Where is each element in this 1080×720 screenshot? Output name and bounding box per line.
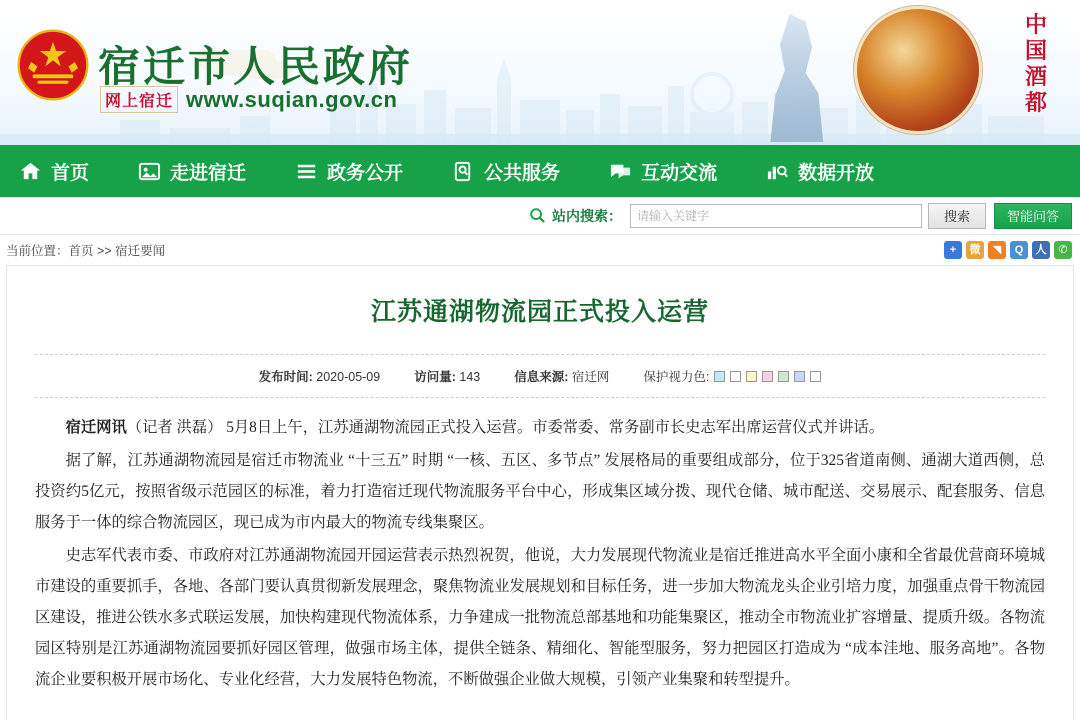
share-renren-icon[interactable]: 人: [1032, 241, 1050, 259]
eye-color-swatch-1[interactable]: [714, 371, 725, 382]
publish-time-value: 2020-05-09: [316, 370, 381, 384]
share-rss-icon[interactable]: ◥: [988, 241, 1006, 259]
share-add-icon[interactable]: +: [944, 241, 962, 259]
view-count-value: 143: [459, 370, 481, 384]
site-banner: [0, 0, 1080, 145]
view-count-label: 访问量:: [414, 370, 456, 384]
nav-item-open-data[interactable]: [765, 158, 874, 185]
share-icon-group: [944, 241, 1072, 259]
share-qzone-icon[interactable]: Q: [1010, 241, 1028, 259]
label-char-2: 国: [1024, 38, 1049, 63]
nav-item-government-disclosure-label: 政务公开: [327, 162, 404, 184]
eye-protection-colors: [643, 367, 821, 385]
article-lead-source: 宿迁网讯: [65, 419, 127, 436]
eye-color-swatch-5[interactable]: [778, 371, 789, 382]
eye-color-swatch-4[interactable]: [762, 371, 773, 382]
wine-vessel-graphic: [854, 6, 982, 134]
site-url: www.suqian.gov.cn: [186, 86, 398, 112]
info-source-label: 信息来源:: [514, 370, 569, 384]
statue-graphic: [756, 14, 836, 142]
nav-item-open-data-label: 数据开放: [798, 162, 875, 184]
info-source-value: 宿迁网: [571, 370, 610, 384]
label-char-1: 中: [1024, 12, 1049, 37]
main-navigation: [0, 145, 1080, 197]
article-title: 江苏通湖物流园正式投入运营: [370, 299, 709, 326]
nav-item-interaction-label: 互动交流: [641, 162, 718, 184]
article-paragraph-2: 据了解，江苏通湖物流园是宿迁市物流业 “十三五” 时期 “一核、五区、多节点” 发展格局的重要组成部分，位于325省道南侧、通湖大道西侧，总投资约5亿元，按照省级示范园区的标准，着力打造宿迁现代物流服务平台中心，形成集区域分拨、现代仓储、城市配送、交易展示、配套服务、信息服务于一体的综合物流园区，现已成为市内最大的物流专线集聚区。: [35, 452, 1045, 531]
breadcrumb-row: [0, 235, 1080, 265]
nav-item-home-label: 首页: [51, 162, 90, 184]
wangshang-suqian-logo: 网上宿迁: [100, 86, 178, 113]
breadcrumb: [6, 241, 165, 259]
article-card: [6, 265, 1074, 720]
banner-photo: [748, 0, 988, 145]
national-emblem-icon: [14, 26, 92, 104]
smart-qa-button[interactable]: 智能问答: [994, 203, 1072, 229]
nav-item-home[interactable]: [18, 158, 89, 185]
eye-color-swatch-6[interactable]: [794, 371, 805, 382]
nav-item-public-service-label: 公共服务: [484, 162, 561, 184]
article-paragraph-1-text: （记者 洪磊） 5月8日上午，江苏通湖物流园正式投入运营。市委常委、常务副市长史志军出席运营仪式并讲话。: [126, 419, 884, 436]
share-weibo-icon[interactable]: 微: [966, 241, 984, 259]
page-title: 宿迁市人民政府: [98, 45, 414, 91]
nav-item-government-disclosure[interactable]: [294, 158, 403, 185]
search-button[interactable]: 搜索: [928, 203, 986, 229]
site-search-bar: [0, 197, 1080, 235]
document-search-icon: [451, 159, 475, 183]
breadcrumb-prefix: 当前位置：: [6, 244, 69, 258]
breadcrumb-separator: >>: [97, 244, 112, 258]
breadcrumb-current[interactable]: 宿迁要闻: [115, 244, 166, 258]
view-count: [414, 367, 480, 385]
banner-subtitle: [100, 86, 397, 113]
eye-protection-label: 保护视力色:: [643, 370, 710, 384]
chat-bubbles-icon: [608, 159, 632, 183]
label-char-3: 酒: [1024, 64, 1049, 89]
breadcrumb-home[interactable]: 首页: [68, 244, 94, 258]
image-icon: [137, 159, 161, 183]
article-paragraph-3: 史志军代表市委、市政府对江苏通湖物流园开园运营表示热烈祝贺，他说，大力发展现代物流业是宿迁推进高水平全面小康和全省最优营商环境城市建设的重要抓手，各地、各部门要认真贯彻新发展理念，聚焦物流业发展规划和目标任务，进一步加大物流龙头企业引培力度，加强重点骨干物流园区建设，推进公铁水多式联运发展，加快构建现代物流体系，力争建成一批物流总部基地和功能集聚区，推动全市物流业扩容增量、提质升级。各物流园区特别是江苏通湖物流园要抓好园区管理，做强市场主体，提供全链条、精细化、智能型服务，努力把园区打造成为 “成本洼地、服务高地”。各物流企业要积极开展市场化、专业化经营，大力发展特色物流，不断做强企业做大规模，引领产业集聚和转型提升。: [35, 547, 1045, 688]
list-icon: [294, 159, 318, 183]
info-source: [514, 367, 609, 385]
china-wine-capital-label: [1010, 12, 1064, 116]
share-wechat-icon[interactable]: ✆: [1054, 241, 1072, 259]
publish-time-label: 发布时间:: [258, 370, 313, 384]
search-icon: [529, 207, 546, 224]
article-meta: [35, 354, 1045, 398]
eye-color-swatch-2[interactable]: [730, 371, 741, 382]
article-paragraph-1: [35, 412, 1045, 443]
eye-color-swatch-3[interactable]: [746, 371, 757, 382]
search-label-group: [529, 206, 622, 226]
nav-item-public-service[interactable]: [451, 158, 560, 185]
search-input[interactable]: [630, 204, 922, 228]
nav-item-interaction[interactable]: [608, 158, 717, 185]
nav-item-about-suqian[interactable]: [137, 158, 246, 185]
home-icon: [18, 159, 42, 183]
search-label: 站内搜索：: [552, 207, 622, 224]
label-char-4: 都: [1024, 90, 1049, 115]
article-body: [35, 412, 1045, 695]
publish-time: [259, 367, 381, 385]
eye-color-swatch-7[interactable]: [810, 371, 821, 382]
nav-item-about-suqian-label: 走进宿迁: [170, 162, 247, 184]
chart-search-icon: [765, 159, 789, 183]
